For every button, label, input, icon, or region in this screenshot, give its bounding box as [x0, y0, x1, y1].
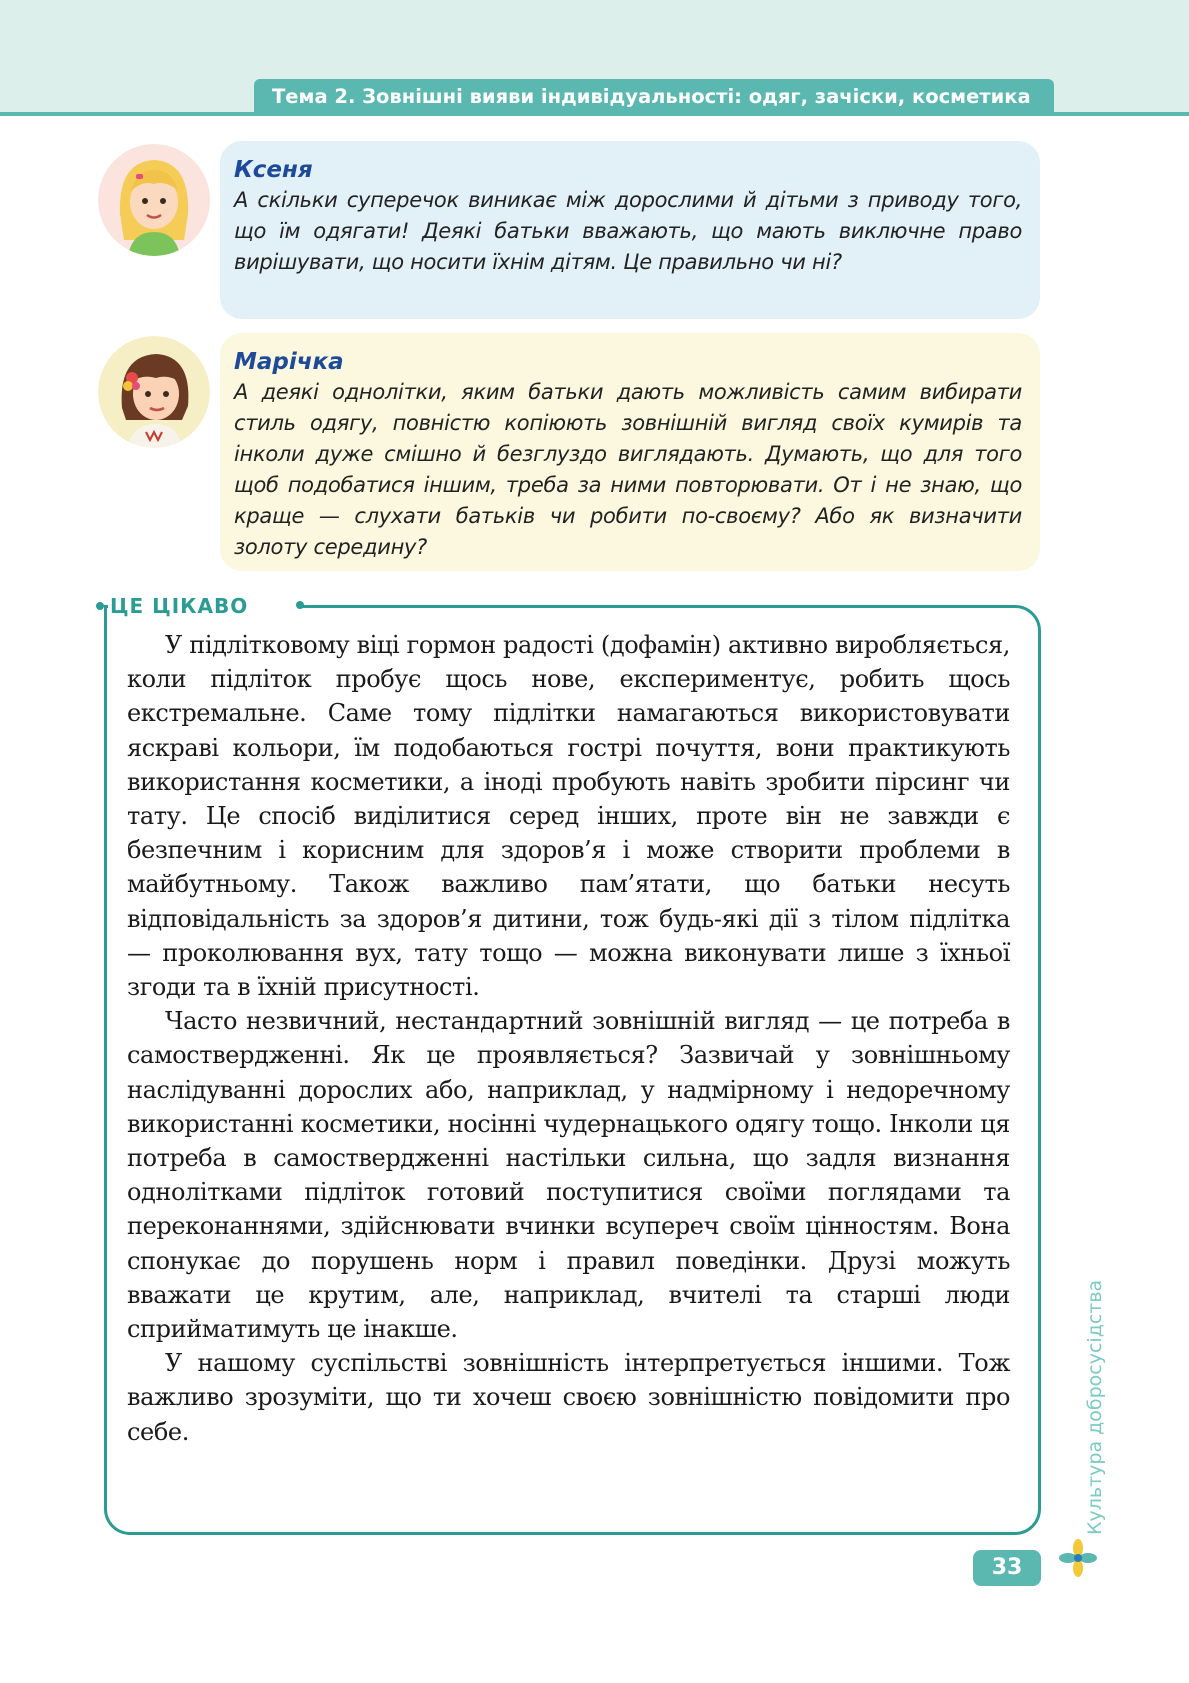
- interest-text: [127, 628, 1010, 1449]
- topic-title: Тема 2. Зовнішні вияви індивідуальності: одяг, зачіски, косметика: [254, 79, 1054, 115]
- interest-paragraph: У нашому суспільстві зовнішність інтерпретується іншими. Тож важливо зрозуміти, що ти хочеш своєю зовнішністю повідомити про себе.: [127, 1349, 1010, 1446]
- heading-dot-right: [296, 601, 304, 609]
- interest-paragraph: Часто незвичний, нестандартний зовнішній вигляд — це потреба в самоствердженні. Як це проявляється? Зазвичай у зовнішньому наслідуванні дорослих або, наприклад, у надмірному і недоречному використанні косметики, носінні чудернацького одягу тощо. Інколи ця потреба в самоствердженні настільки сильна, що задля визнання однолітками підліток готовий поступитися своїми поглядами та переконаннями, здійснювати вчинки всупереч своїм цінностям. Вона спонукає до порушень норм і правил поведінки. Друзі можуть вважати це крутим, але, наприклад, вчителі та старші люди сприйматимуть це інакше.: [127, 1007, 1010, 1344]
- speech-text: А деякі однолітки, яким батьки дають можливість самим вибирати стиль одягу, повністю копіюють зовнішній вигляд своїх кумирів та інколи дуже смішно й безглуздо виглядають. Думають, що для того щоб подобатися іншим, треба за ними повторювати. От і не знаю, що краще — слухати батьків чи робити по-своєму? Або як визначити золоту середину?: [234, 380, 1022, 559]
- sidebar-caption: Культура добросусідства: [1084, 1279, 1106, 1535]
- flower-icon: [1058, 1538, 1098, 1578]
- kseniia-speech-bubble: [220, 141, 1040, 319]
- speaker-name: Ксеня: [234, 157, 313, 183]
- page-number: 33: [973, 1550, 1041, 1586]
- marichka-speech-bubble: [220, 333, 1040, 571]
- marichka-avatar: [98, 336, 210, 448]
- kseniia-avatar: [98, 144, 210, 256]
- heading-dot-left: [96, 602, 104, 610]
- speaker-name: Марічка: [234, 349, 344, 375]
- interest-paragraph: У підлітковому віці гормон радості (дофамін) активно виробляється, коли підліток пробує щось нове, експериментує, робить щось екстремальне. Саме тому підлітки намагаються використовувати яскраві кольори, їм подобаються гострі почуття, вони практикують використання косметики, а іноді пробують навіть зробити пірсинг чи тату. Це спосіб виділитися серед інших, проте він не завжди є безпечним і корисним для здоров’я і може створити проблеми в майбутньому. Також важливо пам’ятати, що батьки несуть відповідальність за здоров’я дитини, тож будь-які дії з тілом підлітка — проколювання вух, тату тощо — можна виконувати лише з їхньої згоди та в їхній присутності.: [127, 631, 1010, 1002]
- speech-text: А скільки суперечок виникає між дорослими й дітьми з приводу того, що їм одягати! Деякі батьки вважають, що мають виключне право вирішувати, що носити їхнім дітям. Це правильно чи ні?: [234, 188, 1022, 274]
- interest-heading: ЦЕ ЦІКАВО: [110, 594, 249, 618]
